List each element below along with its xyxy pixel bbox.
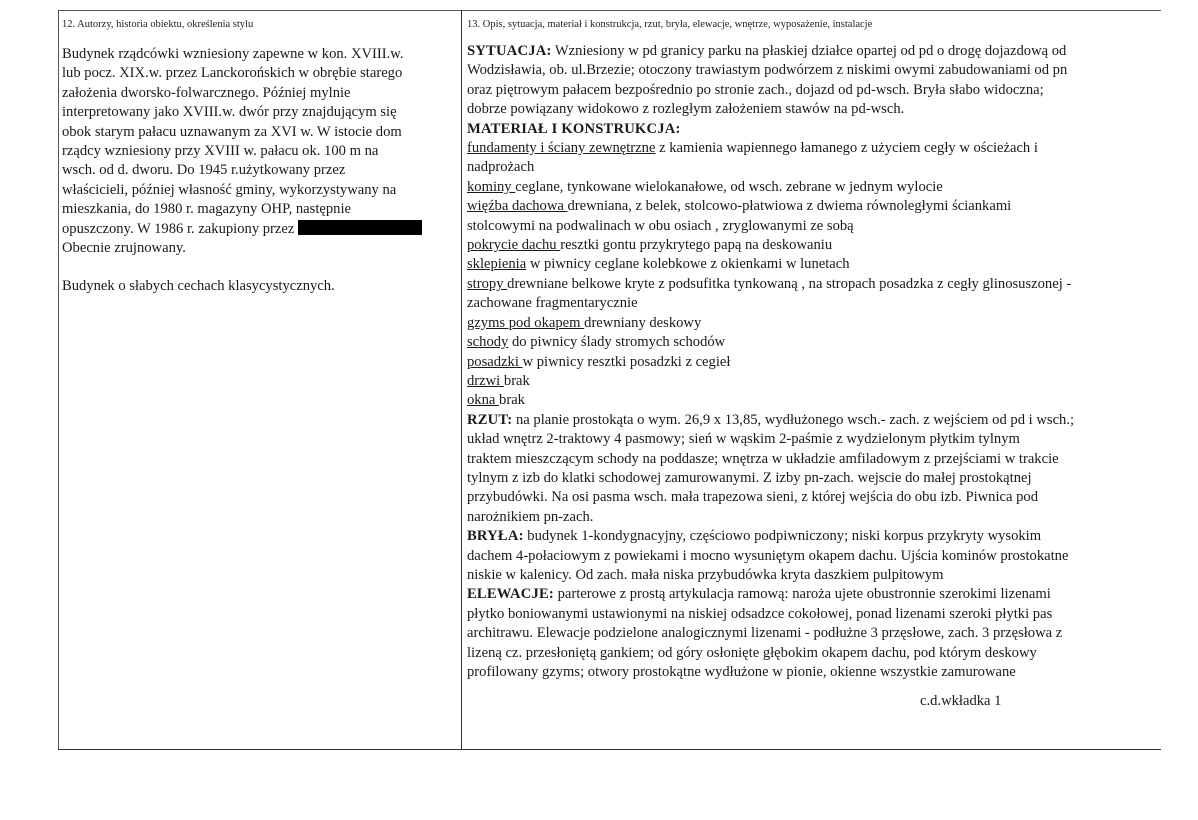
- sytuacja-line: dobrze powiązany widokowo z rozległym założeniem stawów na pd-wsch.: [467, 101, 905, 118]
- elewacje-text: parterowe z prostą artykulacja ramową: naroża ujete obustronnie szerokimi lizenami: [553, 586, 1051, 603]
- history-line: wsch. od d. dworu. Do 1945 r.użytkowany przez: [62, 162, 346, 179]
- material-item: stolcowymi na podwalinach w obu osiach , zryglowanymi ze sobą: [467, 217, 854, 234]
- material-item: [467, 391, 1155, 410]
- bryla-line: dachem 4-połaciowym z powiekami i mocno wysuniętym okapem dachu. Ujścia kominów prostokatne: [467, 547, 1069, 564]
- sytuacja-line: [467, 42, 1155, 61]
- material-item-text: resztki gontu przykrytego papą na deskowaniu: [560, 237, 833, 254]
- material-item-text: drewniany deskowy: [584, 314, 702, 331]
- material-item: [467, 255, 1155, 274]
- rzut-text: na planie prostokąta o wym. 26,9 x 13,85, wydłużonego wsch.- zach. z wejściem od pd i wsch.;: [512, 411, 1075, 428]
- frame-top-rule: [58, 10, 1161, 11]
- rzut-line: tylnym z izb do klatki schodowej zamurowanymi. Z izby pn-zach. wejscie do małej prostokątnej: [467, 469, 1032, 486]
- elewacje-line: płytko boniowanymi ustawionymi na niskiej odsadzce cokołowej, ponad lizenami szeroki płytki pas: [467, 605, 1053, 622]
- frame-bottom-rule: [58, 749, 1161, 750]
- material-item-text: brak: [503, 372, 530, 389]
- history-line-redacted: [62, 220, 457, 239]
- elewacje-line: [467, 585, 1155, 604]
- rzut-line: traktem mieszczącym schody na poddasze; wnętrza w układzie amfiladowym z przejściami w trakcie: [467, 450, 1059, 467]
- elewacje-heading: ELEWACJE:: [467, 586, 554, 603]
- material-heading: MATERIAŁ I KONSTRUKCJA:: [467, 120, 681, 137]
- material-item: [467, 333, 1155, 352]
- bryla-heading: BRYŁA:: [467, 528, 524, 545]
- history-line: lub pocz. XIX.w. przez Lanckorońskich w obrębie starego: [62, 65, 403, 82]
- material-item: [467, 236, 1155, 255]
- material-item-text: w piwnicy resztki posadzki z cegieł: [522, 353, 731, 370]
- material-item-text: drewniane belkowe kryte z podsufitka tynkowaną , na stropach posadzka z cegły glinosuszonej -: [507, 275, 1072, 292]
- material-item: nadprożach: [467, 159, 535, 176]
- material-item: [467, 275, 1155, 294]
- material-item-text: ceglane, tynkowane wielokanałowe, od wsch. zebrane w jednym wylocie: [515, 178, 943, 195]
- rzut-heading: RZUT:: [467, 411, 513, 428]
- history-line-text: opuszczony. W 1986 r. zakupiony przez: [62, 220, 295, 237]
- sytuacja-line: oraz piętrowym pałacem bezpośrednio po stronie zach., dojazd od pd-wsch. Bryła słabo widoczna;: [467, 81, 1044, 98]
- continuation-note: c.d.wkładka 1: [920, 693, 1002, 709]
- history-line: obok starym pałacu uznawanym za XVI w. W istocie dom: [62, 123, 402, 140]
- history-line: założenia dworsko-folwarcznego. Później mylnie: [62, 84, 351, 101]
- history-line: rządcy wzniesiony przy XVIII w. pałacu ok. 100 m na: [62, 143, 379, 160]
- section-12-header: 12. Autorzy, historia obiektu, określenia stylu: [62, 19, 254, 30]
- material-item: zachowane fragmentarycznie: [467, 295, 638, 312]
- elewacje-line: architrawu. Elewacje podzielone analogicznymi lizenami - podłużne 3 przęsłowe, zach. 3 przęsłowa z: [467, 625, 1063, 642]
- elewacje-line: lizeną cz. przesłoniętą gankiem; od góry osłonięte głębokim okapem dachu, pod którym deskowy: [467, 644, 1037, 661]
- elewacje-line: profilowany gzyms; otwory prostokątne wydłużone w pionie, okienne wszystkie zamurowane: [467, 664, 1016, 680]
- history-line: właścicieli, później własność gminy, wykorzystywany na: [62, 181, 397, 198]
- history-line: Obecnie zrujnowany.: [62, 240, 186, 257]
- history-line: mieszkania, do 1980 r. magazyny OHP, następnie: [62, 201, 351, 218]
- column-divider: [461, 10, 462, 750]
- material-item-key: pokrycie dachu: [467, 237, 561, 254]
- material-item: [467, 178, 1155, 197]
- material-item-text: z kamienia wapiennego łamanego z użyciem cegły w ościeżach i: [655, 140, 1038, 157]
- material-item-key: stropy: [467, 275, 508, 292]
- material-item: [467, 197, 1155, 216]
- description-section: [467, 42, 1155, 682]
- bryla-line: [467, 527, 1155, 546]
- bryla-line: niskie w kalenicy. Od zach. mała niska przybudówka kryta daszkiem pulpitowym: [467, 566, 944, 583]
- history-paragraph: [62, 45, 457, 258]
- rzut-line: [467, 411, 1155, 430]
- history-section: [62, 45, 457, 297]
- material-item: [467, 139, 1155, 158]
- frame-left-rule: [58, 10, 59, 750]
- material-item-key: okna: [467, 392, 500, 409]
- material-item-text: w piwnicy ceglane kolebkowe z okienkami w lunetach: [526, 256, 850, 273]
- material-item-key: kominy: [467, 178, 516, 195]
- material-item-key: drzwi: [467, 372, 504, 389]
- material-item: [467, 314, 1155, 333]
- material-item-text: drewniana, z belek, stolcowo-płatwiowa z dwiema równoległymi ściankami: [567, 198, 1012, 215]
- history-line: interpretowany jako XVIII.w. dwór przy znajdującym się: [62, 104, 397, 121]
- sytuacja-line: Wodzisławia, ob. ul.Brzezie; otoczony trawiastym podwórzem z niskimi owymi zabudowaniami od pn: [467, 62, 1068, 79]
- rzut-line: narożnikiem pn-zach.: [467, 508, 594, 525]
- sytuacja-text: Wzniesiony w pd granicy parku na płaskiej działce opartej od pd o drogę dojazdową od: [551, 43, 1067, 59]
- redaction-bar: [298, 220, 422, 235]
- section-13-header: 13. Opis, sytuacja, materiał i konstrukcja, rzut, bryła, elewacje, wnętrze, wyposażenie, instalacje: [467, 19, 873, 30]
- material-item: [467, 372, 1155, 391]
- material-item-text: brak: [499, 392, 525, 409]
- material-item-key: fundamenty i ściany zewnętrzne: [467, 140, 656, 157]
- bryla-text: budynek 1-kondygnacyjny, częściowo podpiwniczony; niski korpus przykryty wysokim: [523, 528, 1042, 545]
- material-item-key: więźba dachowa: [467, 198, 568, 215]
- rzut-line: układ wnętrz 2-traktowy 4 pasmowy; sień w wąskim 2-paśmie z wydzielonym płytkim tylnym: [467, 431, 1020, 448]
- material-item-key: gzyms pod okapem: [467, 314, 585, 331]
- history-line: Budynek rządcówki wzniesiony zapewne w kon. XVIII.w.: [62, 46, 404, 62]
- material-item-key: schody: [467, 334, 509, 351]
- style-note: Budynek o słabych cechach klasycystycznych.: [62, 278, 335, 295]
- sytuacja-heading: SYTUACJA:: [467, 43, 552, 59]
- rzut-line: przybudówki. Na osi pasma wsch. mała trapezowa sieni, z której wejścia do obu izb. Piwnica pod: [467, 489, 1039, 506]
- material-item-text: do piwnicy ślady stromych schodów: [508, 334, 726, 351]
- material-item-key: sklepienia: [467, 256, 527, 273]
- material-item: [467, 353, 1155, 372]
- material-item-key: posadzki: [467, 353, 523, 370]
